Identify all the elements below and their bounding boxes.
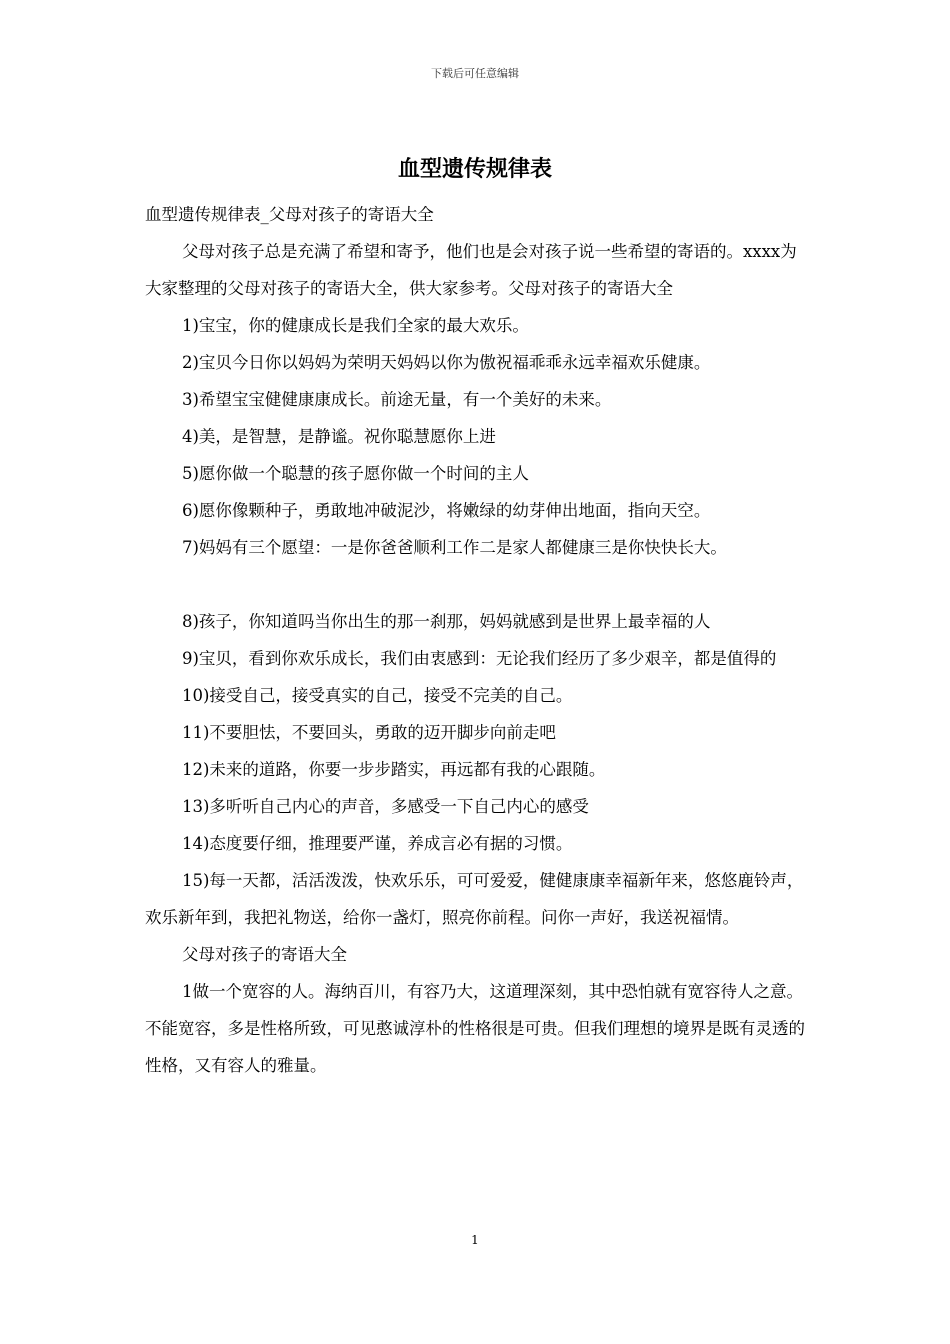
list-item: 10)接受自己，接受真实的自己，接受不完美的自己。 (182, 686, 573, 705)
section-paragraph: 1做一个宽容的人。海纳百川，有容乃大，这道理深刻，其中恐怕就有宽容待人之意。不能宽容，多是性格所致，可见憨诚淳朴的性格很是可贵。但我们理想的境界是既有灵透的性格，又有容人的雅量。 (145, 982, 805, 1075)
document-subtitle: 血型遗传规律表_父母对孩子的寄语大全 (145, 205, 434, 224)
list-item: 5)愿你做一个聪慧的孩子愿你做一个时间的主人 (182, 464, 529, 483)
section-heading: 父母对孩子的寄语大全 (182, 945, 347, 964)
list-item: 6)愿你像颗种子，勇敢地冲破泥沙，将嫩绿的幼芽伸出地面，指向天空。 (182, 501, 711, 520)
list-item: 1)宝宝，你的健康成长是我们全家的最大欢乐。 (182, 316, 529, 335)
list-item: 8)孩子，你知道吗当你出生的那一刹那，妈妈就感到是世界上最幸福的人 (182, 612, 711, 631)
list-item: 2)宝贝今日你以妈妈为荣明天妈妈以你为傲祝福乖乖永远幸福欢乐健康。 (182, 353, 711, 372)
document-body (145, 196, 813, 1084)
document-title: 血型遗传规律表 (397, 156, 552, 182)
intro-paragraph: 父母对孩子总是充满了希望和寄予，他们也是会对孩子说一些希望的寄语的。xxxx为大家整理的父母对孩子的寄语大全，供大家参考。父母对孩子的寄语大全 (145, 242, 797, 298)
list-item: 11)不要胆怯，不要回头，勇敢的迈开脚步向前走吧 (182, 723, 556, 742)
list-item: 14)态度要仔细，推理要严谨，养成言必有据的习惯。 (182, 834, 573, 853)
blank-line (145, 566, 813, 603)
list-item: 12)未来的道路，你要一步步踏实，再远都有我的心跟随。 (182, 760, 606, 779)
list-item: 13)多听听自己内心的声音，多感受一下自己内心的感受 (182, 797, 589, 816)
list-item: 4)美，是智慧，是静谧。祝你聪慧愿你上进 (182, 427, 496, 446)
page-number: 1 (471, 1233, 479, 1247)
list-item: 7)妈妈有三个愿望：一是你爸爸顺利工作二是家人都健康三是你快快长大。 (182, 538, 727, 557)
list-item: 9)宝贝，看到你欢乐成长，我们由衷感到：无论我们经历了多少艰辛，都是值得的 (182, 649, 777, 668)
list-item: 15)每一天都，活活泼泼，快欢乐乐，可可爱爱，健健康康幸福新年来，悠悠鹿铃声，欢乐新年到，我把礼物送，给你一盏灯，照亮你前程。问你一声好，我送祝福情。 (145, 871, 804, 927)
list-item: 3)希望宝宝健健康康成长。前途无量，有一个美好的未来。 (182, 390, 612, 409)
header-note: 下载后可任意编辑 (431, 67, 519, 80)
